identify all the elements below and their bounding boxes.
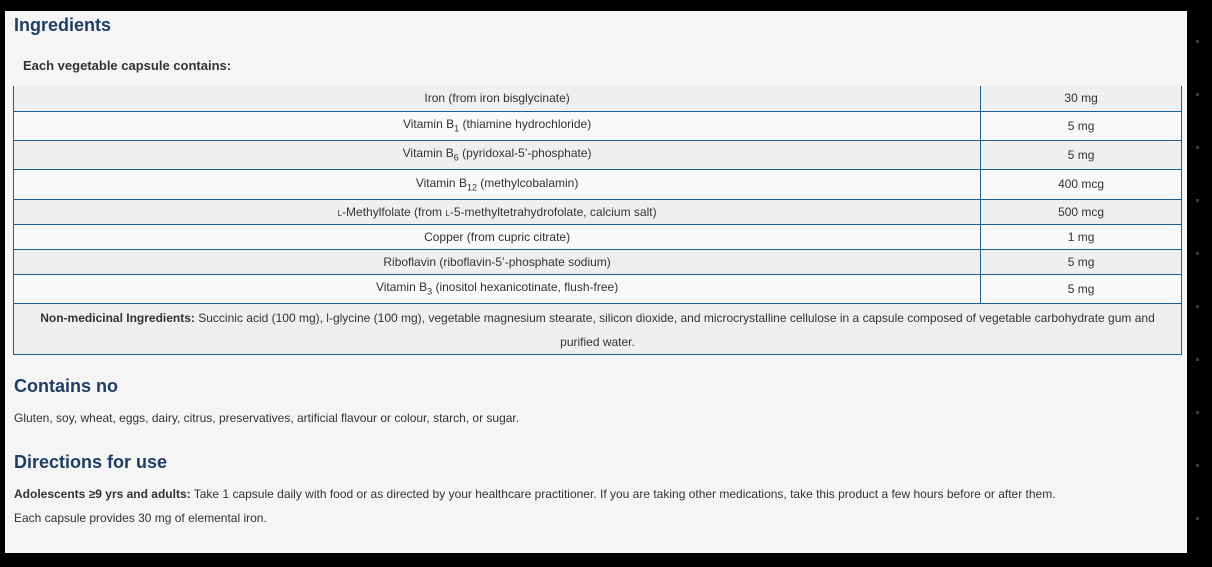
directions-text <box>14 487 1056 501</box>
non-medicinal-label: Non-medicinal Ingredients: <box>40 310 195 325</box>
ingredient-amount: 400 mcg <box>981 169 1182 199</box>
non-medicinal-row <box>14 303 1182 354</box>
ingredient-amount: 5 mg <box>981 249 1182 274</box>
ingredient-name: Copper (from cupric citrate) <box>14 224 981 249</box>
directions-heading: Directions for use <box>14 452 168 472</box>
directions-body: Take 1 capsule daily with food or as directed by your healthcare practitioner. If you are taking other medications, take this product a few hours before or after them. <box>190 487 1056 501</box>
ingredient-amount: 500 mcg <box>981 199 1182 224</box>
non-medicinal-ingredients <box>14 303 1182 354</box>
ingredient-name: Riboflavin (riboflavin-5’-phosphate sodium) <box>14 249 981 274</box>
contains-no-text: Gluten, soy, wheat, eggs, dairy, citrus, preservatives, artificial flavour or colour, starch, or sugar. <box>14 411 520 425</box>
ingredient-name: Vitamin $B_3$ (inositol hexanicotinate, flush-free) <box>14 274 981 303</box>
ingredient-amount: 5 mg <box>981 140 1182 169</box>
table-row <box>14 224 1182 249</box>
ingredient-amount: 30 mg <box>981 86 1182 111</box>
edge-dots <box>1196 40 1200 540</box>
table-row <box>14 111 1182 140</box>
capsule-contents-subtitle: Each vegetable capsule contains: <box>23 58 232 73</box>
table-row <box>14 274 1182 303</box>
table-row <box>14 199 1182 224</box>
ingredient-name: Iron (from iron bisglycinate) <box>14 86 981 111</box>
contains-no-heading: Contains no <box>14 376 118 396</box>
ingredient-name: Vitamin $B_1$ (thiamine hydrochloride) <box>14 111 981 140</box>
ingredient-amount: 1 mg <box>981 224 1182 249</box>
ingredient-name: Vitamin $B_{12}$ (methylcobalamin) <box>14 169 981 199</box>
ingredient-name: Vitamin $B_6$ (pyridoxal-5’-phosphate) <box>14 140 981 169</box>
table-row <box>14 140 1182 169</box>
table-row <box>14 249 1182 274</box>
table-row <box>14 86 1182 111</box>
table-row <box>14 169 1182 199</box>
product-info-panel <box>5 11 1187 553</box>
ingredient-amount: 5 mg <box>981 111 1182 140</box>
non-medicinal-text: Succinic acid (100 mg), l-glycine (100 mg), vegetable magnesium stearate, silicon dioxide, and microcrystalline cellulose in a capsule composed of vegetable carbohydrate gum and purified water. <box>194 310 1155 349</box>
directions-note: Each capsule provides 30 mg of elemental iron. <box>14 511 267 525</box>
directions-label: Adolescents ≥9 yrs and adults: <box>14 487 191 501</box>
ingredients-table <box>13 86 1182 355</box>
ingredient-amount: 5 mg <box>981 274 1182 303</box>
ingredient-name: l-Methylfolate (from l-5-methyltetrahydrofolate, calcium salt) <box>14 199 981 224</box>
ingredients-heading: Ingredients <box>14 15 112 35</box>
